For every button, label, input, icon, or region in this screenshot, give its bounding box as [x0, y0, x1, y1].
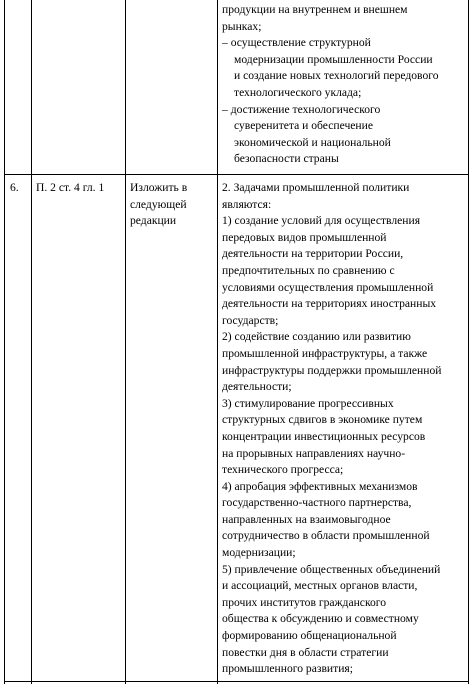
column-divider	[31, 0, 32, 684]
text-line: структурных сдвигов в экономике путем	[222, 413, 423, 427]
text-line: условиями осуществления промышленной	[222, 280, 434, 294]
text-line: повестки дня в области стратегии	[222, 645, 389, 659]
action-line: редакции	[130, 214, 177, 228]
text-line: безопасности страны	[234, 152, 339, 166]
table-border-left	[4, 0, 5, 684]
text-line: инфраструктуры поддержки промышленной	[222, 363, 442, 377]
text-line: 4) апробация эффективных механизмов	[222, 479, 418, 493]
text-line: концентрации инвестиционных ресурсов	[222, 429, 426, 443]
text-line: экономической и национальной	[234, 135, 391, 149]
article-reference: П. 2 ст. 4 гл. 1	[36, 181, 105, 194]
text-line: деятельности;	[222, 380, 292, 394]
table-border-right	[468, 0, 469, 684]
text-line: – осуществление структурной	[222, 36, 371, 50]
column-divider	[217, 0, 218, 684]
new-wording-text-cell	[222, 180, 468, 678]
text-line: – достижение технологического	[222, 102, 381, 116]
text-line: 1) создание условий для осуществления	[222, 214, 421, 228]
text-line: сотрудничество в области промышленной	[222, 529, 430, 543]
text-line: рынках;	[222, 19, 262, 33]
text-line: деятельности на территории России,	[222, 247, 404, 261]
text-line: технологического уклада;	[234, 85, 362, 99]
action-line: Изложить в	[130, 181, 188, 194]
text-line: технического прогресса;	[222, 463, 344, 477]
text-line: предпочтительных по сравнению с	[222, 263, 395, 277]
text-line: промышленной инфраструктуры, а также	[222, 346, 428, 360]
text-line: государств;	[222, 313, 279, 327]
text-line: общества к обсуждению и совместному	[222, 612, 419, 626]
text-line: государственно-частного партнерства,	[222, 496, 412, 510]
column-divider	[125, 0, 126, 684]
action-line: следующей	[130, 197, 187, 211]
text-line: промышленного развития;	[222, 662, 353, 676]
text-line: формированию общенациональной	[222, 629, 397, 643]
text-line: и ассоциаций, местных органов власти,	[222, 579, 418, 593]
row-divider	[4, 174, 469, 175]
text-line: модернизации промышленности России	[234, 52, 433, 66]
text-line: 5) привлечение общественных объединений	[222, 562, 441, 576]
row-divider	[4, 681, 469, 682]
text-line: 2) содействие созданию или развитию	[222, 330, 411, 344]
text-line: и создание новых технологий передового	[234, 69, 439, 83]
amendment-action	[130, 180, 187, 230]
text-line: модернизации;	[222, 546, 296, 560]
previous-row-text-cell	[222, 2, 468, 168]
text-line: являются:	[222, 197, 272, 211]
text-line: деятельности на территориях иностранных	[222, 297, 437, 311]
text-line: суверенитета и обеспечение	[234, 119, 373, 133]
text-line: 3) стимулирование прогрессивных	[222, 396, 394, 410]
text-line: 2. Задачами промышленной политики	[222, 181, 410, 194]
text-line: на прорывных направлениях научно-	[222, 446, 406, 460]
row-number: 6.	[10, 181, 19, 194]
text-line: передовых видов промышленной	[222, 230, 387, 244]
text-line: прочих институтов гражданского	[222, 595, 387, 609]
text-line: направленных на взаимовыгодное	[222, 512, 391, 526]
text-line: продукции на внутреннем и внешнем	[222, 3, 408, 16]
